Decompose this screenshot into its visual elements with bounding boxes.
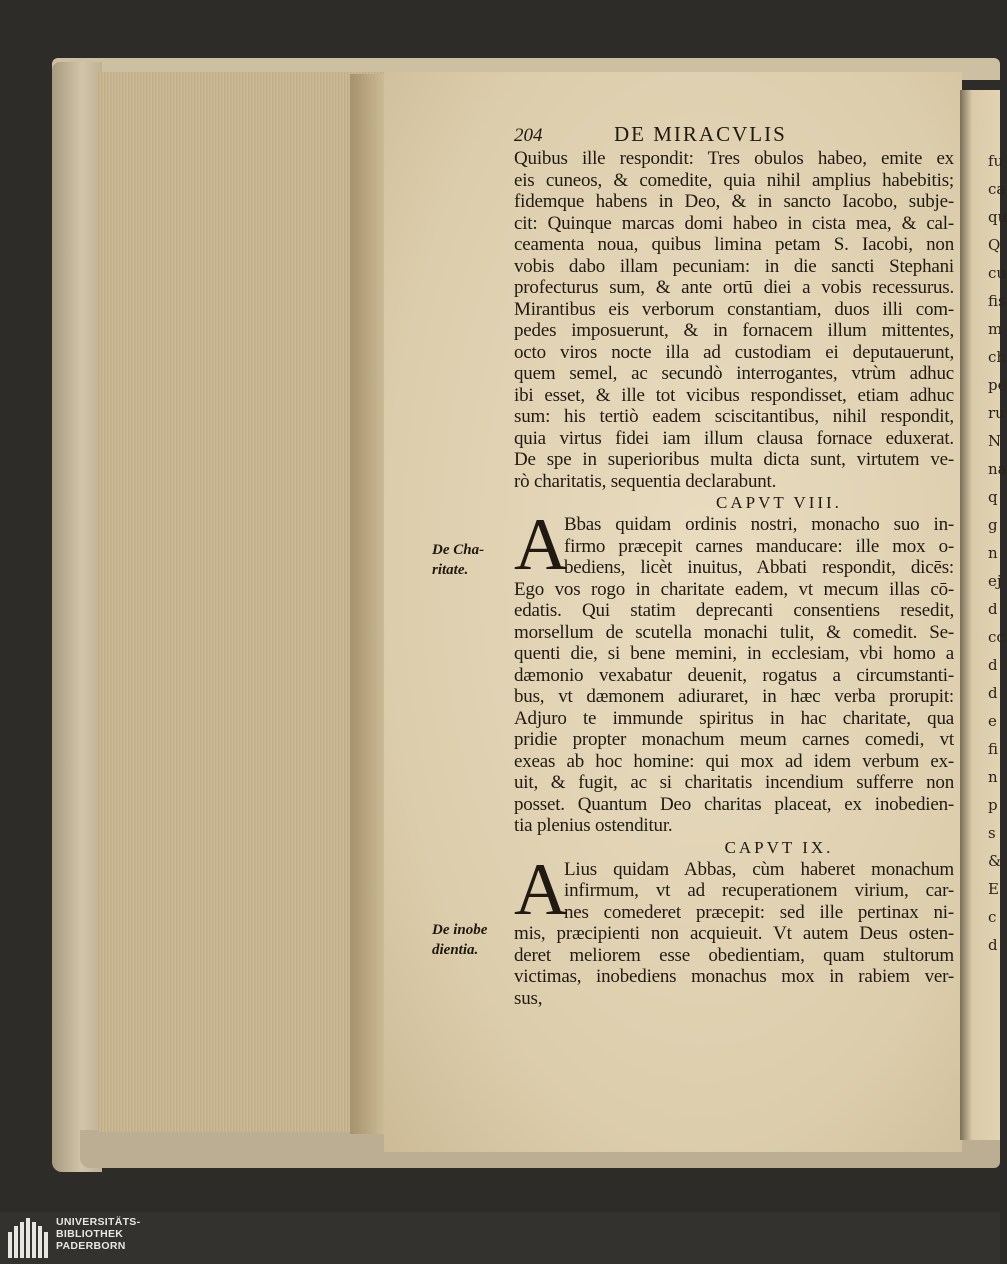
- page-number: 204: [514, 125, 543, 146]
- text-line: nes comederet præcepit: sed ille pertinax ni-: [564, 901, 954, 923]
- next-page-fragment: c: [988, 908, 997, 926]
- text-line: exeas ab hoc homine: qui mox ad idem verbum ex-: [514, 750, 954, 772]
- book-spine-cover: [52, 62, 102, 1172]
- text-line: victimas, inobediens monachus mox in rabiem ver-: [514, 966, 954, 987]
- next-page-fragment: n: [988, 768, 998, 786]
- library-name-line3: PADERBORN: [56, 1240, 126, 1252]
- text-line: eis cuneos, & comedite, quia nihil amplius habebitis;: [514, 169, 954, 191]
- next-page-fragment: fu: [988, 152, 1004, 170]
- text-line: Bbas quidam ordinis nostri, monacho suo in-: [564, 514, 954, 535]
- next-page-fragment: ej: [988, 572, 1002, 590]
- intro-paragraph: [514, 148, 954, 492]
- next-page-fragment: s: [988, 824, 996, 842]
- next-page-fragment: e: [988, 712, 997, 730]
- next-page-fragment: cc: [988, 628, 1005, 646]
- next-page-fragment: q: [988, 488, 998, 506]
- next-page-edge: [960, 90, 1007, 1140]
- chapter-heading-9: CAPVT IX.: [724, 837, 834, 857]
- text-line: morsellum de scutella monachi tulit, & comedit. Se-: [514, 621, 954, 643]
- marginal-note-charitate: De Cha-ritate.: [432, 542, 485, 578]
- library-logo-icon: [8, 1218, 50, 1258]
- next-page-fragment: &: [988, 852, 1002, 870]
- text-line: Mirantibus eis verborum constantiam, duos illi com-: [514, 298, 954, 320]
- text-line: Lius quidam Abbas, cùm haberet monachum: [564, 858, 954, 880]
- text-line: tia plenius ostenditur.: [514, 815, 673, 836]
- text-line: sus,: [514, 987, 543, 1009]
- text-line: posset. Quantum Deo charitas placeat, ex inobedien-: [514, 793, 954, 815]
- text-line: dæmonio vexabatur deuenit, rogatus a circumstanti-: [514, 664, 954, 686]
- text-line: sum: his tertiò eadem sciscitantibus, nihil respondit,: [514, 406, 954, 427]
- text-line: infirmum, vt ad recuperationem virium, car-: [564, 880, 954, 901]
- text-line: pridie propter monachum meum carnes comedi, vt: [514, 729, 954, 750]
- next-page-fragment: Q: [988, 236, 1001, 254]
- text-line: quia virtus fidei iam illum clausa fornace eduxerat.: [514, 427, 954, 449]
- text-line: uit, & fugit, ac si charitatis incendium sufferre non: [514, 772, 954, 793]
- text-line: quem semel, ac secundò interrogantes, vtrùm adhuc: [514, 363, 954, 384]
- text-line: ibi esset, & ille tot vicibus respondisset, etiam adhuc: [514, 384, 954, 406]
- next-page-fragment: cu: [988, 264, 1007, 282]
- next-page-fragment: ru: [988, 404, 1005, 422]
- text-line: ceamenta noua, quibus limina petam S. Iacobi, non: [514, 234, 954, 255]
- running-title: DE MIRACVLIS: [614, 122, 787, 146]
- next-page-fragment: E: [988, 880, 999, 898]
- text-line: profecturus sum, & ante ortū diei a vobis recessurus.: [514, 277, 954, 298]
- next-page-fragment: n: [988, 544, 998, 562]
- text-line: Adjuro te immunde spiritus in hac charitate, qua: [514, 707, 954, 729]
- text-line: quenti die, si bene memini, in ecclesiam, vbi homo a: [514, 643, 954, 664]
- library-footer: [0, 1212, 1000, 1264]
- chapter-9-paragraph: [514, 848, 954, 1010]
- next-page-fragment: pe: [988, 376, 1007, 394]
- next-page-fragment: fi: [988, 740, 999, 758]
- next-page-fragment: fis: [988, 292, 1006, 310]
- text-line: firmo præcepit carnes manducare: ille mox o-: [564, 535, 954, 557]
- dropcap-chapter-8: A: [514, 504, 568, 586]
- chapter-8-paragraph: [514, 504, 954, 837]
- text-line: Quibus ille respondit: Tres obulos habeo, emite ex: [514, 148, 954, 169]
- page-header: [514, 122, 954, 148]
- next-page-fragment: qu: [988, 208, 1007, 226]
- text-line: pedes imposuerunt, & in fornacem illum mittentes,: [514, 320, 954, 341]
- page-block-edges: [98, 72, 391, 1132]
- dropcap-chapter-9: A: [514, 848, 568, 931]
- text-line: bediens, licèt inuitus, Abbati respondit, dicēs:: [564, 557, 954, 578]
- next-page-fragment: p: [988, 796, 998, 814]
- next-page-fragment: N: [988, 432, 1002, 450]
- next-page-fragment: d: [988, 684, 998, 702]
- next-page-fragment: g: [988, 516, 998, 534]
- text-line: edatis. Qui statim deprecanti consentiens resedit,: [514, 600, 954, 621]
- text-line: mis, præcipienti non acquieuit. Vt autem Deus osten-: [514, 923, 954, 944]
- marginal-note-inobedientia: De inobe dientia.: [432, 922, 488, 958]
- page-gutter: [350, 74, 386, 1134]
- next-page-fragment: na: [988, 460, 1007, 478]
- library-name-line1: UNIVERSITÄTS-: [56, 1216, 141, 1228]
- next-page-fragment: ca: [988, 180, 1006, 198]
- text-line: bus, vt dæmonem adiuraret, in hæc verba prorupit:: [514, 686, 954, 707]
- next-page-fragment: ch: [988, 348, 1007, 366]
- text-line: deret meliorem esse obedientiam, quam stultorum: [514, 944, 954, 966]
- library-name-line2: BIBLIOTHEK: [56, 1228, 124, 1240]
- text-line: fidemque habens in Deo, & in sancto Iacobo, subje-: [514, 191, 954, 212]
- next-page-fragment: d: [988, 600, 998, 618]
- text-line: Ego vos rogo in charitate eadem, vt mecum illas cō-: [514, 578, 954, 600]
- text-line: rò charitatis, sequentia declarabunt.: [514, 470, 777, 492]
- next-page-fragment: m: [988, 320, 1003, 338]
- next-page-fragment: d: [988, 656, 998, 674]
- library-name: [56, 1216, 140, 1252]
- text-line: vobis dabo illam pecuniam: in die sancti Stephani: [514, 255, 954, 277]
- text-line: cit: Quinque marcas domi habeo in cista mea, & cal-: [514, 212, 954, 234]
- next-page-fragment: d: [988, 936, 998, 954]
- chapter-heading-8: CAPVT VIII.: [716, 493, 842, 512]
- page-text: [514, 122, 954, 1009]
- text-line: octo viros nocte illa ad custodiam ei deputauerunt,: [514, 341, 954, 363]
- text-line: De spe in superioribus multa dicta sunt, virtutem ve-: [514, 449, 954, 470]
